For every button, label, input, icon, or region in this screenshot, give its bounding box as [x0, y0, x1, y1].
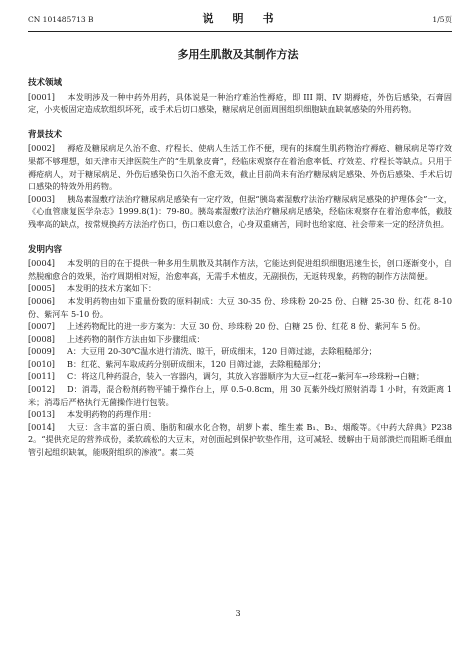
paragraph-number: [0011] [28, 371, 55, 382]
paragraph [28, 295, 452, 320]
page-number: 3 [235, 609, 241, 618]
paragraph-number: [0005] [28, 283, 55, 294]
paragraph [28, 383, 452, 408]
section-heading: 技术领域 [28, 78, 63, 88]
paragraph-number: [0003] [28, 193, 55, 204]
page-indicator: 1/5页 [432, 15, 452, 24]
paragraph [28, 421, 452, 459]
paragraph-number: [0009] [28, 346, 55, 357]
paragraph-number: [0012] [28, 384, 55, 395]
paragraph-text: 褥疮及糖尿病足久治不愈、疗程长、使病人生活工作不便，现有的抹腐生肌药物治疗褥疮、糖尿病足等疗效果都不够理想，如天津市天津医院生产的“生肌象皮膏”，经临床观察存在着治愈率低、疗效差、疗程长等缺点。只用于褥疮病人，对于糖尿病足、外伤后感染伤口久治不愈无效，截止目前尚未有治疗糖尿病足感染、外伤后感染、手术后切口感染的特效外用药物。 [28, 143, 452, 192]
paragraph [28, 370, 452, 383]
paragraph [28, 257, 452, 282]
paragraph-text: 本发明的目的在于提供一种多用生肌散及其制作方法，它能达到促进组织细胞迅速生长，创口逐渐变小，自然脱痂愈合的效果，治疗周期相对短，治愈率高，无需手术植皮，无副损伤，无返转现象，药物的制作方法简便。 [28, 258, 452, 281]
paragraph-text: B：红花、紫河车取成药分别研成细末，120 目筛过滤，去除粗糙部分； [67, 358, 326, 369]
document-title: 多用生肌散及其制作方法 [177, 48, 299, 61]
paragraph [28, 333, 452, 346]
paragraph [28, 142, 452, 192]
paragraph-number: [0014] [28, 421, 55, 432]
paragraph-number: [0008] [28, 333, 55, 344]
paragraph-text: 大豆：含丰富的蛋白质、脂肪和碳水化合物，胡萝卜素、维生素 B₁、B₂、烟酸等。《中药大辞典》P2382。“提供充足的营养成份，柔软疏松的大豆末，对创面起到保护软垫作用，这可减轻、缓解由于局部溃烂而阻断毛细血管引起组织缺氧，能吸附组织的渗液”。素二英 [28, 421, 452, 458]
paragraph-number: [0007] [28, 321, 55, 332]
publication-number: CN 101485713 B [28, 15, 94, 24]
section-heading: 背景技术 [28, 129, 63, 140]
section-heading: 发明内容 [28, 244, 63, 255]
document-type: 说 明 书 [202, 12, 278, 25]
paragraph-number: [0002] [28, 143, 55, 154]
paragraph-text: C：将这几种药混合，装入一容器内，调匀，其放入容器顺序为大豆→红花→紫河车→珍珠粉→白糖； [67, 371, 425, 382]
page-header [28, 12, 452, 28]
paragraph [28, 193, 452, 231]
paragraph-number: [0001] [28, 91, 55, 102]
paragraph-number: [0004] [28, 258, 55, 269]
paragraph-number: [0006] [28, 295, 55, 306]
paragraph-number: [0010] [28, 358, 55, 369]
paragraph-text: 本发明药物的药理作用： [67, 409, 157, 420]
paragraph [28, 408, 452, 421]
header-divider [28, 31, 452, 32]
paragraph-text: 本发明药物由如下重量份数的原料制成：大豆 30-35 份、珍珠粉 20-25 份、白糖 25-30 份、红花 8-10 份、紫河车 5-10 份。 [28, 295, 452, 319]
paragraph-text: 上述药物配比的进一步方案为：大豆 30 份、珍珠粉 20 份、白糖 25 份、红花 8 份、紫河车 5 份。 [67, 321, 426, 332]
paragraph-text: A：大豆用 20-30℃温水进行清洗、晾干，研成细末，120 目筛过滤，去除粗糙部分； [67, 346, 377, 357]
paragraph-text: 上述药物的制作方法由如下步骤组成： [67, 333, 205, 344]
document-body [28, 77, 452, 459]
paragraph [28, 282, 452, 295]
paragraph-text: 本发明涉及一种中药外用药，具体说是一种治疗难治性褥疮，即 III 期、IV 期褥疮，外伤后感染，石膏固定，小夹板固定造成软组织坏死，或手术后切口感染，糖尿病足创面周围组织细胞缺血缺氧感染的外用药物。 [28, 91, 452, 115]
paragraph [28, 320, 452, 333]
paragraph-text: 本发明的技术方案如下： [67, 283, 157, 294]
paragraph [28, 91, 452, 116]
paragraph-text: D：消毒，混合粉剂药物平铺于操作台上，厚 0.5-0.8cm，用 30 瓦紫外线灯照射消毒 1 小时，有效距离 1 米；消毒后严格执行无菌操作进行包装。 [28, 384, 452, 407]
paragraph-text: 胰岛素湿敷疗法治疗糖尿病足感染有一定疗效，但据“胰岛素湿敷疗法治疗糖尿病足感染的护理体会”一文，《心血管康复医学杂志》1999.8(1)：79-80。胰岛素湿敷疗法治疗糖尿病足感染，经临床观察存在着治愈率低，截肢残率高的缺点，按常规换药方法治疗伤口，伤口难以愈合，心身双重痛苦，同时也给家庭、社会带来一定的经济负担。 [28, 193, 452, 229]
paragraph [28, 345, 452, 358]
paragraph [28, 358, 452, 371]
paragraph-number: [0013] [28, 409, 55, 420]
